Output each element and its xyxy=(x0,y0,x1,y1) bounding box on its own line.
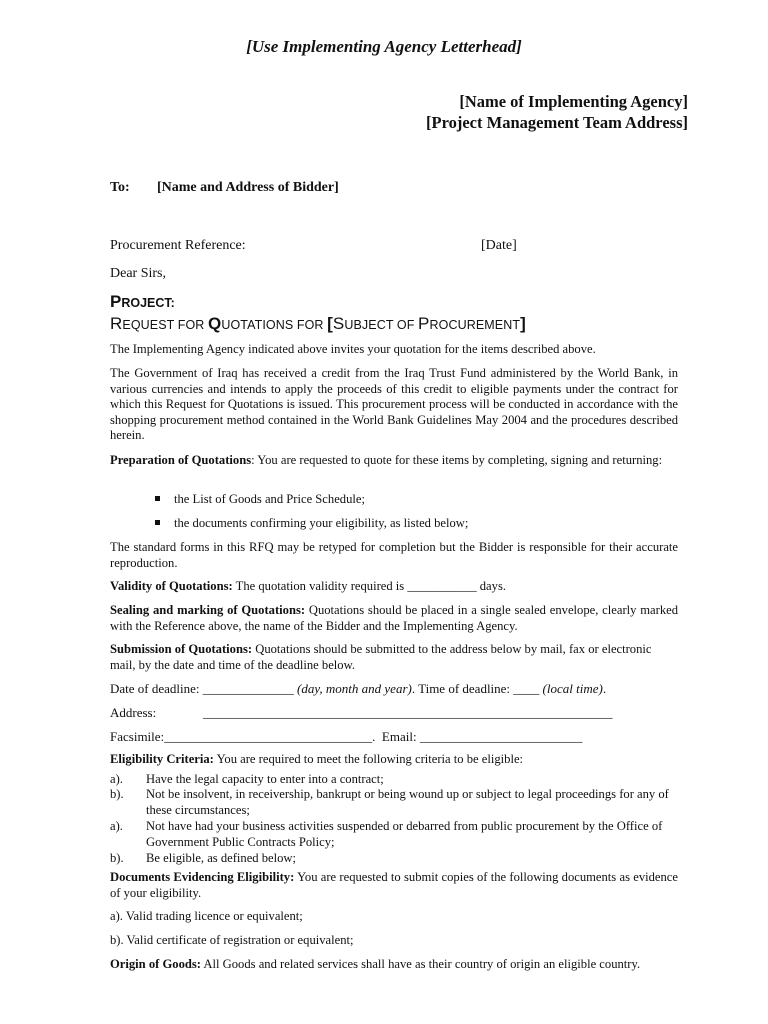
to-label: To: xyxy=(110,180,130,195)
eligibility-label: Eligibility Criteria: xyxy=(110,752,214,766)
project-heading: PROJECT: xyxy=(110,292,175,311)
government-paragraph: The Government of Iraq has received a credit from the Iraq Trust Fund administered by the World Bank, in various currencies and intends to apply the proceeds of this credit to eligible payments under the contract for which this Request for Quotations is issued. This procurement process will be conducted in accordance with the shopping procurement method contained in the World Bank Guidelines May 2004 and the procedures described herein. xyxy=(110,366,678,442)
email-label: Email: xyxy=(381,729,417,744)
origin-paragraph: Origin of Goods: All Goods and related services shall have as their country of origin an eligible country. xyxy=(110,957,641,971)
criteria-item: a). Have the legal capacity to enter into a contract; xyxy=(110,772,384,786)
address-blank: _______________________________________________________________ xyxy=(203,705,613,720)
criteria-item: a). Not have had your business activities suspended or debarred from public procurement by the Office of Government Public Contracts Policy; xyxy=(110,819,663,849)
fax-label: Facsimile: xyxy=(110,729,165,744)
preparation-paragraph: Preparation of Quotations: You are requested to quote for these items by completing, signing and returning: xyxy=(110,453,663,467)
submission-label: Submission of Quotations: xyxy=(110,642,253,656)
agency-address: [Project Management Team Address] xyxy=(426,113,688,132)
documents-paragraph: Documents Evidencing Eligibility: You are requested to submit copies of the following documents as evidence of your eligibility. xyxy=(110,870,678,900)
fax-blank: ________________________________. xyxy=(164,729,376,744)
submission-paragraph: Submission of Quotations: Quotations should be submitted to the address below by mail, fax or electronic mail, by the date and time of the deadline below. xyxy=(110,642,652,672)
documents-label: Documents Evidencing Eligibility: xyxy=(110,870,295,884)
bidder-address: [Name and Address of Bidder] xyxy=(157,180,339,195)
email-blank: _________________________ xyxy=(419,729,583,744)
criteria-item: b). Be eligible, as defined below; xyxy=(110,851,297,865)
letterhead-placeholder: [Use Implementing Agency Letterhead] xyxy=(246,37,522,56)
procurement-reference-label: Procurement Reference: xyxy=(110,238,246,253)
bullet-square-icon xyxy=(155,520,160,525)
deadline-line: Date of deadline: ______________ (day, month and year). Time of deadline: ____ (local time). xyxy=(110,681,607,696)
validity-paragraph: Validity of Quotations: The quotation validity required is ___________ days. xyxy=(110,579,506,593)
standard-forms-paragraph: The standard forms in this RFQ may be retyped for completion but the Bidder is responsible for their accurate reproduction. xyxy=(110,540,678,570)
agency-name: [Name of Implementing Agency] xyxy=(459,92,688,111)
bullet-item: the List of Goods and Price Schedule; xyxy=(155,492,365,508)
salutation: Dear Sirs, xyxy=(110,266,166,281)
address-label: Address: xyxy=(110,705,157,720)
sealing-label: Sealing and marking of Quotations: xyxy=(110,603,306,617)
documents-list-item: b). Valid certificate of registration or equivalent; xyxy=(110,933,354,947)
sealing-paragraph: Sealing and marking of Quotations: Quotations should be placed in a single sealed envelope, clearly marked with the Reference above, the name of the Bidder and the Implementing Agency. xyxy=(110,603,679,633)
documents-list-item: a). Valid trading licence or equivalent; xyxy=(110,909,303,923)
contact-line xyxy=(110,729,582,745)
bullet-item: the documents confirming your eligibility, as listed below; xyxy=(155,516,468,532)
origin-label: Origin of Goods: xyxy=(110,957,201,971)
rfq-title: REQUEST FOR QUOTATIONS FOR [SUBJECT OF PROCUREMENT] xyxy=(110,314,526,333)
criteria-item: b). Not be insolvent, in receivership, bankrupt or being wound up or subject to legal proceedings for any of these circumstances; xyxy=(110,787,669,817)
bullet-square-icon xyxy=(155,496,160,501)
intro-paragraph: The Implementing Agency indicated above invites your quotation for the items described above. xyxy=(110,342,596,356)
validity-label: Validity of Quotations: xyxy=(110,579,233,593)
eligibility-paragraph: Eligibility Criteria: You are required to meet the following criteria to be eligible: xyxy=(110,752,524,766)
date-placeholder: [Date] xyxy=(481,238,517,253)
preparation-label: Preparation of Quotations xyxy=(110,453,252,467)
